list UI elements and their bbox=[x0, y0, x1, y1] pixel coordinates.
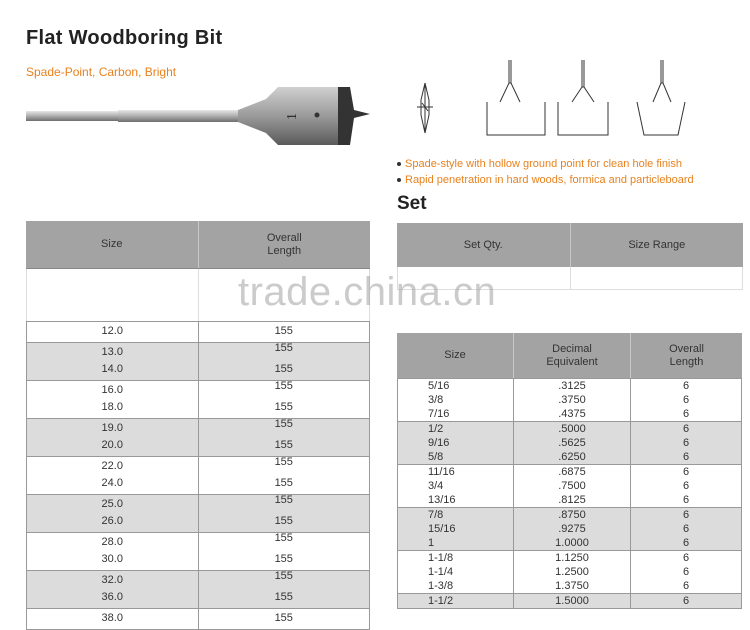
length-cell: 155 bbox=[274, 477, 293, 489]
decimal-column bbox=[514, 422, 631, 464]
size-column bbox=[27, 419, 199, 456]
size-cell: 1 bbox=[428, 537, 435, 549]
size-column bbox=[398, 508, 514, 550]
length-cell: 155 bbox=[274, 342, 293, 354]
length-cell: 6 bbox=[682, 566, 690, 578]
length-column bbox=[631, 551, 741, 593]
bit-size-label: 1 bbox=[285, 113, 300, 120]
length-cell: 155 bbox=[274, 553, 293, 565]
size-cell: 9/16 bbox=[428, 437, 450, 449]
length-column bbox=[199, 609, 370, 629]
decimal-cell: .7500 bbox=[558, 480, 586, 492]
decimal-cell: 1.0000 bbox=[555, 537, 589, 549]
decimal-column bbox=[514, 508, 631, 550]
size-cell: 12.0 bbox=[101, 325, 123, 337]
size-column bbox=[27, 533, 199, 570]
decimal-cell: .4375 bbox=[558, 408, 586, 420]
decimal-cell: 1.1250 bbox=[555, 552, 589, 564]
size-column bbox=[27, 343, 199, 380]
length-cell: 155 bbox=[274, 591, 293, 603]
bit-profile-diagrams bbox=[400, 55, 730, 150]
table-row-group bbox=[397, 551, 742, 594]
size-cell: 32.0 bbox=[101, 574, 123, 586]
size-cell: 3/8 bbox=[428, 394, 444, 406]
decimal-cell: 1.3750 bbox=[555, 580, 589, 592]
decimal-cell: .6875 bbox=[558, 466, 586, 478]
size-column bbox=[27, 571, 199, 608]
length-column bbox=[631, 508, 741, 550]
length-column bbox=[631, 594, 741, 608]
table-header bbox=[26, 221, 370, 269]
size-cell: 25.0 bbox=[101, 498, 123, 510]
table-header bbox=[397, 333, 742, 378]
size-cell: 13/16 bbox=[428, 494, 456, 506]
size-column bbox=[398, 594, 514, 608]
size-cell: 5/8 bbox=[428, 451, 444, 463]
size-column bbox=[398, 551, 514, 593]
table-row-group bbox=[26, 457, 370, 495]
length-cell: 155 bbox=[274, 612, 293, 624]
table-row-group bbox=[26, 343, 370, 381]
length-cell: 6 bbox=[682, 466, 690, 478]
length-column bbox=[631, 422, 741, 464]
length-column bbox=[199, 457, 370, 494]
spade-bit-image bbox=[26, 80, 376, 150]
table-row-group bbox=[26, 419, 370, 457]
length-cell: 6 bbox=[682, 480, 690, 492]
table-row-group bbox=[397, 465, 742, 508]
size-cell: 19.0 bbox=[101, 422, 123, 434]
length-column bbox=[199, 343, 370, 380]
length-cell: 6 bbox=[682, 523, 690, 535]
length-cell: 155 bbox=[274, 570, 293, 582]
decimal-cell: .8750 bbox=[558, 509, 586, 521]
size-cell: 1-1/2 bbox=[428, 595, 454, 607]
feature-item: Spade-style with hollow ground point for clean hole finish bbox=[397, 156, 694, 172]
table-row-group bbox=[26, 533, 370, 571]
length-cell: 155 bbox=[274, 439, 293, 451]
page-subtitle: Spade-Point, Carbon, Bright bbox=[26, 65, 177, 79]
length-cell: 6 bbox=[682, 580, 690, 592]
size-column bbox=[398, 465, 514, 507]
decimal-column bbox=[514, 594, 631, 608]
table-row-group bbox=[397, 508, 742, 551]
header-size: Size bbox=[397, 333, 514, 378]
table-row-group bbox=[397, 378, 742, 422]
size-column bbox=[27, 495, 199, 532]
decimal-cell: .6250 bbox=[558, 451, 586, 463]
size-column bbox=[27, 457, 199, 494]
size-column bbox=[27, 609, 199, 629]
table-row-group bbox=[26, 571, 370, 609]
page-title: Flat Woodboring Bit bbox=[26, 27, 223, 49]
decimal-column bbox=[514, 465, 631, 507]
decimal-cell: .8125 bbox=[558, 494, 586, 506]
length-cell: 6 bbox=[682, 537, 690, 549]
table-header bbox=[397, 223, 743, 267]
decimal-cell: .3750 bbox=[558, 394, 586, 406]
decimal-cell: .5625 bbox=[558, 437, 586, 449]
size-cell: 28.0 bbox=[101, 536, 123, 548]
length-cell: 155 bbox=[274, 456, 293, 468]
length-column bbox=[199, 571, 370, 608]
size-cell: 7/8 bbox=[428, 509, 444, 521]
length-column bbox=[199, 533, 370, 570]
length-cell: 6 bbox=[682, 494, 690, 506]
length-cell: 155 bbox=[274, 532, 293, 544]
table-row-group bbox=[26, 609, 370, 630]
size-cell: 3/4 bbox=[428, 480, 444, 492]
size-cell: 20.0 bbox=[101, 439, 123, 451]
length-column bbox=[199, 419, 370, 456]
length-cell: 155 bbox=[274, 325, 293, 337]
length-cell: 6 bbox=[682, 552, 690, 564]
size-column bbox=[27, 322, 199, 342]
feature-list bbox=[397, 156, 694, 188]
length-column bbox=[199, 381, 370, 418]
header-size-range: Size Range bbox=[628, 239, 686, 251]
length-column bbox=[199, 495, 370, 532]
header-set-qty: Set Qty. bbox=[397, 223, 571, 267]
size-cell: 15/16 bbox=[428, 523, 456, 535]
size-cell: 16.0 bbox=[101, 384, 123, 396]
length-cell: 6 bbox=[682, 423, 690, 435]
length-cell: 6 bbox=[682, 380, 690, 392]
feature-item: Rapid penetration in hard woods, formica and particleboard bbox=[397, 172, 694, 188]
length-cell: 6 bbox=[682, 595, 690, 607]
table-row-group bbox=[397, 422, 742, 465]
length-cell: 155 bbox=[274, 494, 293, 506]
header-decimal-equivalent: Decimal Equivalent bbox=[514, 333, 631, 378]
header-size: Size bbox=[26, 221, 199, 268]
header-overall-length: Overall Length bbox=[266, 231, 302, 257]
decimal-cell: 1.2500 bbox=[555, 566, 589, 578]
length-cell: 6 bbox=[682, 509, 690, 521]
size-cell: 26.0 bbox=[101, 515, 123, 527]
size-column bbox=[398, 422, 514, 464]
length-cell: 6 bbox=[682, 437, 690, 449]
decimal-cell: .9275 bbox=[558, 523, 586, 535]
length-column bbox=[199, 322, 370, 342]
table-row-group bbox=[26, 381, 370, 419]
size-cell: 5/16 bbox=[428, 380, 450, 392]
size-cell: 30.0 bbox=[101, 553, 123, 565]
length-cell: 6 bbox=[682, 394, 690, 406]
length-column bbox=[631, 379, 741, 421]
length-cell: 155 bbox=[274, 515, 293, 527]
decimal-cell: 1.5000 bbox=[555, 595, 589, 607]
length-cell: 6 bbox=[682, 451, 690, 463]
length-cell: 155 bbox=[274, 380, 293, 392]
size-cell: 14.0 bbox=[101, 363, 123, 375]
size-cell: 1-1/8 bbox=[428, 552, 454, 564]
set-heading: Set bbox=[397, 193, 427, 214]
table-row-group bbox=[397, 594, 742, 609]
size-cell: 11/16 bbox=[428, 466, 455, 478]
decimal-column bbox=[514, 551, 631, 593]
table-row-group bbox=[26, 495, 370, 533]
size-cell: 22.0 bbox=[101, 460, 123, 472]
size-cell: 38.0 bbox=[101, 612, 123, 624]
size-cell: 7/16 bbox=[428, 408, 450, 420]
size-cell: 1-1/4 bbox=[428, 566, 454, 578]
watermark: trade.china.cn bbox=[238, 270, 497, 314]
size-cell: 36.0 bbox=[101, 591, 123, 603]
size-column bbox=[398, 379, 514, 421]
decimal-cell: .3125 bbox=[558, 380, 586, 392]
size-cell: 18.0 bbox=[101, 401, 123, 413]
length-column bbox=[631, 465, 741, 507]
size-cell: 13.0 bbox=[101, 346, 123, 358]
size-cell: 24.0 bbox=[101, 477, 123, 489]
length-cell: 155 bbox=[274, 363, 293, 375]
length-cell: 6 bbox=[682, 408, 690, 420]
header-overall-length: Overall Length bbox=[669, 342, 704, 368]
imperial-size-table bbox=[397, 333, 742, 609]
decimal-column bbox=[514, 379, 631, 421]
length-cell: 155 bbox=[274, 401, 293, 413]
size-cell: 1/2 bbox=[428, 423, 444, 435]
decimal-cell: .5000 bbox=[558, 423, 586, 435]
size-cell: 1-3/8 bbox=[428, 580, 454, 592]
size-column bbox=[27, 381, 199, 418]
length-cell: 155 bbox=[274, 418, 293, 430]
